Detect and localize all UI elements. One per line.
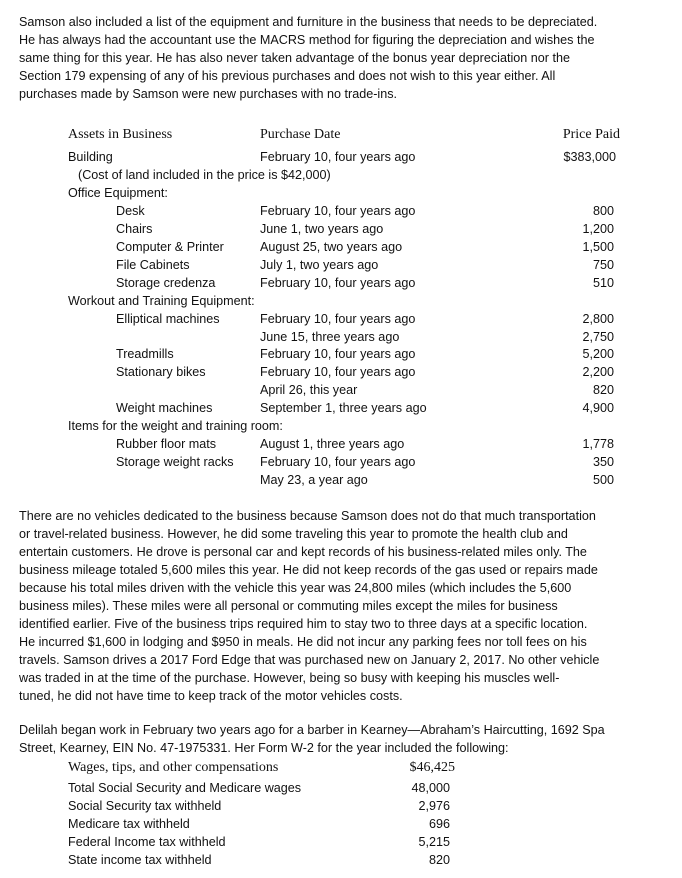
asset-name: Treadmills xyxy=(116,347,174,361)
table-header-row xyxy=(0,127,682,145)
delilah-paragraph xyxy=(19,721,649,757)
asset-date: February 10, four years ago xyxy=(260,204,416,218)
table-row xyxy=(0,455,682,473)
table-row xyxy=(0,401,682,419)
office-equipment-heading: Office Equipment: xyxy=(68,186,168,200)
building-note-row xyxy=(0,168,682,186)
w2-value: $46,425 xyxy=(409,760,455,775)
asset-date: May 23, a year ago xyxy=(260,473,368,487)
w2-value: 696 xyxy=(428,817,450,831)
asset-name: File Cabinets xyxy=(116,258,190,272)
delilah-line: Street, Kearney, EIN No. 47-1975331. Her Form W-2 for the year included the following: xyxy=(19,741,509,755)
asset-price: 2,200 xyxy=(582,365,614,379)
asset-date: August 25, two years ago xyxy=(260,240,403,254)
table-row xyxy=(0,365,682,383)
vehicles-paragraph xyxy=(19,507,649,705)
asset-date: February 10, four years ago xyxy=(260,347,416,361)
asset-date: July 1, two years ago xyxy=(260,258,379,272)
table-row xyxy=(0,437,682,455)
w2-label: Wages, tips, and other compensations xyxy=(68,760,279,775)
table-row xyxy=(0,383,682,401)
w2-value: 820 xyxy=(428,853,450,867)
table-row xyxy=(0,347,682,365)
table-row xyxy=(0,240,682,258)
asset-price: 500 xyxy=(592,473,614,487)
asset-date: June 1, two years ago xyxy=(260,222,384,236)
asset-price: 4,900 xyxy=(582,401,614,415)
vehicles-line: or travel-related business. However, he did some traveling this year to promote the health club and xyxy=(19,527,568,541)
intro-line: Samson also included a list of the equipment and furniture in the business that needs to be depreciated. xyxy=(19,15,598,29)
asset-date: February 10, four years ago xyxy=(260,150,416,164)
intro-line: Section 179 expensing of any of his previous purchases and does not wish to this year either. All xyxy=(19,69,556,83)
w2-row xyxy=(0,760,682,778)
vehicles-line: business miles). These miles were all personal or commuting miles except the miles for business xyxy=(19,599,558,613)
delilah-line: Delilah began work in February two years ago for a barber in Kearney—Abraham’s Haircutting, 1692 Spa xyxy=(19,723,605,737)
w2-row xyxy=(0,835,682,853)
asset-name: Storage weight racks xyxy=(116,455,234,469)
asset-name: Weight machines xyxy=(116,401,213,415)
asset-date: February 10, four years ago xyxy=(260,365,416,379)
table-row xyxy=(0,276,682,294)
table-row xyxy=(0,204,682,222)
asset-price: 1,500 xyxy=(582,240,614,254)
asset-date: June 15, three years ago xyxy=(260,330,400,344)
w2-label: Medicare tax withheld xyxy=(68,817,190,831)
section-heading-row xyxy=(0,419,682,437)
w2-label: State income tax withheld xyxy=(68,853,212,867)
asset-price: 5,200 xyxy=(582,347,614,361)
vehicles-line: travels. Samson drives a 2017 Ford Edge that was purchased new on January 2, 2017. No other vehicle xyxy=(19,653,600,667)
asset-date: September 1, three years ago xyxy=(260,401,427,415)
asset-name: Computer & Printer xyxy=(116,240,224,254)
header-assets: Assets in Business xyxy=(68,127,173,142)
header-price-paid: Price Paid xyxy=(562,127,620,142)
asset-date: February 10, four years ago xyxy=(260,276,416,290)
section-heading-row xyxy=(0,186,682,204)
building-note: (Cost of land included in the price is $42,000) xyxy=(78,168,331,182)
asset-price: 750 xyxy=(592,258,614,272)
asset-name: Storage credenza xyxy=(116,276,216,290)
vehicles-line: was traded in at the time of the purchase. However, being so busy with keeping his muscles well- xyxy=(19,671,560,685)
w2-label: Social Security tax withheld xyxy=(68,799,222,813)
asset-name: Stationary bikes xyxy=(116,365,206,379)
asset-name: Chairs xyxy=(116,222,153,236)
asset-price: 1,778 xyxy=(582,437,614,451)
intro-line: purchases made by Samson were new purchases with no trade-ins. xyxy=(19,87,398,101)
intro-line: same thing for this year. He has also never taken advantage of the bonus year depreciation nor the xyxy=(19,51,570,65)
w2-label: Total Social Security and Medicare wages xyxy=(68,781,302,795)
w2-label: Federal Income tax withheld xyxy=(68,835,226,849)
section-heading-row xyxy=(0,294,682,312)
workout-equipment-heading: Workout and Training Equipment: xyxy=(68,294,255,308)
asset-name: Building xyxy=(68,150,113,164)
intro-paragraph xyxy=(19,13,649,103)
asset-name: Elliptical machines xyxy=(116,312,220,326)
asset-price: $383,000 xyxy=(563,150,616,164)
intro-line: He has always had the accountant use the MACRS method for figuring the depreciation and wishes the xyxy=(19,33,595,47)
w2-row xyxy=(0,781,682,799)
w2-row xyxy=(0,817,682,835)
asset-date: August 1, three years ago xyxy=(260,437,405,451)
asset-price: 2,800 xyxy=(582,312,614,326)
vehicles-line: tuned, he did not have time to keep track of the motor vehicles costs. xyxy=(19,689,403,703)
asset-date: February 10, four years ago xyxy=(260,312,416,326)
asset-price: 350 xyxy=(592,455,614,469)
table-row xyxy=(0,258,682,276)
asset-date: February 10, four years ago xyxy=(260,455,416,469)
table-row xyxy=(0,330,682,348)
vehicles-line: There are no vehicles dedicated to the business because Samson does not do that much transportation xyxy=(19,509,596,523)
asset-price: 1,200 xyxy=(582,222,614,236)
vehicles-line: because his total miles driven with the vehicle this year was 24,800 miles (which includes the 5,600 xyxy=(19,581,572,595)
table-row xyxy=(0,150,682,168)
asset-name: Rubber floor mats xyxy=(116,437,217,451)
header-purchase-date: Purchase Date xyxy=(260,127,341,142)
w2-row xyxy=(0,799,682,817)
table-row xyxy=(0,473,682,491)
vehicles-line: entertain customers. He drove is personal car and kept records of his business-related miles only. The xyxy=(19,545,587,559)
asset-price: 820 xyxy=(592,383,614,397)
w2-value: 48,000 xyxy=(411,781,450,795)
asset-price: 510 xyxy=(592,276,614,290)
vehicles-line: He incurred $1,600 in lodging and $950 in meals. He did not incur any parking fees nor toll fees on his xyxy=(19,635,587,649)
vehicles-line: identified earlier. Five of the business trips required him to stay two to three days at a specific location. xyxy=(19,617,588,631)
weight-room-heading: Items for the weight and training room: xyxy=(68,419,283,433)
vehicles-line: business mileage totaled 5,600 miles this year. He did not keep records of the gas used or repairs made xyxy=(19,563,598,577)
asset-date: April 26, this year xyxy=(260,383,358,397)
w2-row xyxy=(0,853,682,871)
asset-name: Desk xyxy=(116,204,145,218)
asset-price: 2,750 xyxy=(582,330,614,344)
w2-value: 2,976 xyxy=(418,799,450,813)
table-row xyxy=(0,312,682,330)
w2-value: 5,215 xyxy=(418,835,450,849)
asset-price: 800 xyxy=(592,204,614,218)
table-row xyxy=(0,222,682,240)
